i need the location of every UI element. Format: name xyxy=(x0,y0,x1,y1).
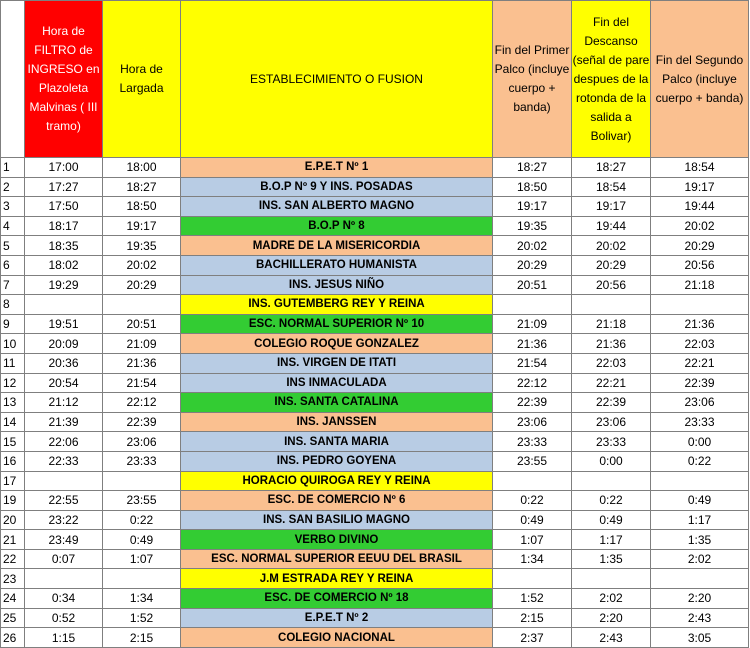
largada-time: 1:52 xyxy=(103,608,181,628)
header-primer-palco: Fin del Primer Palco (incluye cuerpo + banda) xyxy=(493,1,572,158)
primer-palco-time: 0:49 xyxy=(493,510,572,530)
establecimiento-name: COLEGIO ROQUE GONZALEZ xyxy=(181,334,493,354)
descanso-time: 2:20 xyxy=(572,608,651,628)
segundo-palco-time: 23:33 xyxy=(651,412,749,432)
row-number: 14 xyxy=(1,412,25,432)
header-largada: Hora de Largada xyxy=(103,1,181,158)
largada-time: 20:02 xyxy=(103,255,181,275)
ingreso-time: 17:50 xyxy=(25,197,103,217)
row-number: 20 xyxy=(1,510,25,530)
establecimiento-name: INS. SAN ALBERTO MAGNO xyxy=(181,197,493,217)
largada-time: 20:29 xyxy=(103,275,181,295)
table-row xyxy=(1,353,749,373)
table-row xyxy=(1,158,749,178)
ingreso-time: 22:55 xyxy=(25,491,103,511)
row-number: 22 xyxy=(1,549,25,569)
table-row xyxy=(1,510,749,530)
establecimiento-name: BACHILLERATO HUMANISTA xyxy=(181,255,493,275)
segundo-palco-time: 19:44 xyxy=(651,197,749,217)
row-number: 25 xyxy=(1,608,25,628)
establecimiento-name: B.O.P Nº 8 xyxy=(181,216,493,236)
segundo-palco-time: 22:21 xyxy=(651,353,749,373)
descanso-time: 21:18 xyxy=(572,314,651,334)
segundo-palco-time: 20:29 xyxy=(651,236,749,256)
descanso-time: 22:03 xyxy=(572,353,651,373)
table-row xyxy=(1,275,749,295)
segundo-palco-time: 2:43 xyxy=(651,608,749,628)
header-ingreso: Hora de FILTRO de INGRESO en Plazoleta Malvinas ( III tramo) xyxy=(25,1,103,158)
descanso-time: 0:22 xyxy=(572,491,651,511)
table-row xyxy=(1,530,749,550)
table-row xyxy=(1,236,749,256)
table-row xyxy=(1,589,749,609)
descanso-time xyxy=(572,569,651,589)
descanso-time: 0:49 xyxy=(572,510,651,530)
descanso-time: 19:44 xyxy=(572,216,651,236)
establecimiento-name: INS. VIRGEN DE ITATI xyxy=(181,353,493,373)
largada-time: 21:54 xyxy=(103,373,181,393)
row-number: 16 xyxy=(1,451,25,471)
primer-palco-time: 19:35 xyxy=(493,216,572,236)
largada-time: 1:07 xyxy=(103,549,181,569)
row-number: 26 xyxy=(1,628,25,648)
descanso-time: 23:33 xyxy=(572,432,651,452)
establecimiento-name: ESC. NORMAL SUPERIOR Nº 10 xyxy=(181,314,493,334)
row-number: 6 xyxy=(1,255,25,275)
segundo-palco-time: 23:06 xyxy=(651,393,749,413)
establecimiento-name: MADRE DE LA MISERICORDIA xyxy=(181,236,493,256)
establecimiento-name: VERBO DIVINO xyxy=(181,530,493,550)
descanso-time: 22:39 xyxy=(572,393,651,413)
establecimiento-name: E.P.E.T Nº 1 xyxy=(181,158,493,178)
table-row xyxy=(1,216,749,236)
ingreso-time: 1:15 xyxy=(25,628,103,648)
segundo-palco-time xyxy=(651,471,749,491)
descanso-time: 19:17 xyxy=(572,197,651,217)
establecimiento-name: INS. PEDRO GOYENA xyxy=(181,451,493,471)
row-number: 24 xyxy=(1,589,25,609)
row-number: 4 xyxy=(1,216,25,236)
row-number: 3 xyxy=(1,197,25,217)
table-row xyxy=(1,471,749,491)
row-number: 21 xyxy=(1,530,25,550)
row-number: 11 xyxy=(1,353,25,373)
establecimiento-name: J.M ESTRADA REY Y REINA xyxy=(181,569,493,589)
table-row xyxy=(1,569,749,589)
largada-time: 21:09 xyxy=(103,334,181,354)
largada-time: 21:36 xyxy=(103,353,181,373)
largada-time: 18:00 xyxy=(103,158,181,178)
largada-time: 1:34 xyxy=(103,589,181,609)
primer-palco-time: 1:34 xyxy=(493,549,572,569)
descanso-time: 20:29 xyxy=(572,255,651,275)
row-number: 17 xyxy=(1,471,25,491)
table-row xyxy=(1,432,749,452)
ingreso-time: 20:54 xyxy=(25,373,103,393)
largada-time: 23:06 xyxy=(103,432,181,452)
ingreso-time: 18:02 xyxy=(25,255,103,275)
primer-palco-time: 21:36 xyxy=(493,334,572,354)
header-descanso: Fin del Descanso (señal de pare despues de la rotonda de la salida a Bolivar) xyxy=(572,1,651,158)
largada-time: 19:17 xyxy=(103,216,181,236)
ingreso-time: 0:07 xyxy=(25,549,103,569)
descanso-time: 23:06 xyxy=(572,412,651,432)
table-row xyxy=(1,608,749,628)
largada-time: 19:35 xyxy=(103,236,181,256)
row-number: 8 xyxy=(1,295,25,315)
primer-palco-time: 22:12 xyxy=(493,373,572,393)
establecimiento-name: B.O.P Nº 9 Y INS. POSADAS xyxy=(181,177,493,197)
largada-time: 18:50 xyxy=(103,197,181,217)
table-row xyxy=(1,295,749,315)
largada-time xyxy=(103,295,181,315)
segundo-palco-time: 22:03 xyxy=(651,334,749,354)
segundo-palco-time: 20:56 xyxy=(651,255,749,275)
ingreso-time: 18:35 xyxy=(25,236,103,256)
ingreso-time: 23:49 xyxy=(25,530,103,550)
descanso-time: 20:02 xyxy=(572,236,651,256)
largada-time: 23:55 xyxy=(103,491,181,511)
row-number: 19 xyxy=(1,491,25,511)
segundo-palco-time: 18:54 xyxy=(651,158,749,178)
segundo-palco-time: 22:39 xyxy=(651,373,749,393)
table-row xyxy=(1,451,749,471)
primer-palco-time: 22:39 xyxy=(493,393,572,413)
row-number: 23 xyxy=(1,569,25,589)
segundo-palco-time: 1:17 xyxy=(651,510,749,530)
header-segundo-palco: Fin del Segundo Palco (incluye cuerpo + banda) xyxy=(651,1,749,158)
table-row xyxy=(1,255,749,275)
establecimiento-name: HORACIO QUIROGA REY Y REINA xyxy=(181,471,493,491)
header-establecimiento: ESTABLECIMIENTO O FUSION xyxy=(181,1,493,158)
table-row xyxy=(1,177,749,197)
segundo-palco-time: 2:02 xyxy=(651,549,749,569)
segundo-palco-time: 21:36 xyxy=(651,314,749,334)
segundo-palco-time: 3:05 xyxy=(651,628,749,648)
primer-palco-time: 21:54 xyxy=(493,353,572,373)
ingreso-time: 21:12 xyxy=(25,393,103,413)
largada-time: 0:22 xyxy=(103,510,181,530)
descanso-time: 18:27 xyxy=(572,158,651,178)
descanso-time: 22:21 xyxy=(572,373,651,393)
ingreso-time: 20:36 xyxy=(25,353,103,373)
segundo-palco-time xyxy=(651,569,749,589)
establecimiento-name: ESC. NORMAL SUPERIOR EEUU DEL BRASIL xyxy=(181,549,493,569)
largada-time: 20:51 xyxy=(103,314,181,334)
descanso-time: 1:17 xyxy=(572,530,651,550)
ingreso-time: 22:06 xyxy=(25,432,103,452)
ingreso-time: 20:09 xyxy=(25,334,103,354)
descanso-time: 20:56 xyxy=(572,275,651,295)
segundo-palco-time: 2:20 xyxy=(651,589,749,609)
table-row xyxy=(1,491,749,511)
primer-palco-time xyxy=(493,569,572,589)
largada-time: 22:12 xyxy=(103,393,181,413)
ingreso-time: 0:52 xyxy=(25,608,103,628)
row-number: 7 xyxy=(1,275,25,295)
table-row xyxy=(1,334,749,354)
header-number xyxy=(1,1,25,158)
segundo-palco-time: 0:22 xyxy=(651,451,749,471)
row-number: 2 xyxy=(1,177,25,197)
segundo-palco-time: 21:18 xyxy=(651,275,749,295)
largada-time: 22:39 xyxy=(103,412,181,432)
primer-palco-time: 21:09 xyxy=(493,314,572,334)
ingreso-time xyxy=(25,295,103,315)
largada-time: 0:49 xyxy=(103,530,181,550)
establecimiento-name: INS. SANTA CATALINA xyxy=(181,393,493,413)
ingreso-time xyxy=(25,569,103,589)
descanso-time: 0:00 xyxy=(572,451,651,471)
establecimiento-name: INS. JESUS NIÑO xyxy=(181,275,493,295)
establecimiento-name: ESC. DE COMERCIO Nº 6 xyxy=(181,491,493,511)
row-number: 13 xyxy=(1,393,25,413)
ingreso-time: 0:34 xyxy=(25,589,103,609)
establecimiento-name: ESC. DE COMERCIO Nº 18 xyxy=(181,589,493,609)
descanso-time: 1:35 xyxy=(572,549,651,569)
establecimiento-name: INS. SANTA MARIA xyxy=(181,432,493,452)
table-row xyxy=(1,393,749,413)
establecimiento-name: INS. GUTEMBERG REY Y REINA xyxy=(181,295,493,315)
ingreso-time: 17:27 xyxy=(25,177,103,197)
primer-palco-time: 23:06 xyxy=(493,412,572,432)
primer-palco-time xyxy=(493,471,572,491)
largada-time xyxy=(103,569,181,589)
segundo-palco-time: 19:17 xyxy=(651,177,749,197)
descanso-time: 21:36 xyxy=(572,334,651,354)
primer-palco-time: 20:51 xyxy=(493,275,572,295)
segundo-palco-time: 0:00 xyxy=(651,432,749,452)
primer-palco-time: 23:55 xyxy=(493,451,572,471)
row-number: 12 xyxy=(1,373,25,393)
primer-palco-time: 23:33 xyxy=(493,432,572,452)
segundo-palco-time: 0:49 xyxy=(651,491,749,511)
row-number: 9 xyxy=(1,314,25,334)
row-number: 1 xyxy=(1,158,25,178)
table-row xyxy=(1,197,749,217)
table-row xyxy=(1,628,749,648)
primer-palco-time: 2:37 xyxy=(493,628,572,648)
ingreso-time: 21:39 xyxy=(25,412,103,432)
row-number: 15 xyxy=(1,432,25,452)
segundo-palco-time: 1:35 xyxy=(651,530,749,550)
ingreso-time: 22:33 xyxy=(25,451,103,471)
row-number: 10 xyxy=(1,334,25,354)
table-row xyxy=(1,314,749,334)
primer-palco-time: 20:29 xyxy=(493,255,572,275)
primer-palco-time: 1:07 xyxy=(493,530,572,550)
primer-palco-time: 0:22 xyxy=(493,491,572,511)
largada-time xyxy=(103,471,181,491)
ingreso-time: 19:29 xyxy=(25,275,103,295)
largada-time: 23:33 xyxy=(103,451,181,471)
segundo-palco-time xyxy=(651,295,749,315)
primer-palco-time: 1:52 xyxy=(493,589,572,609)
establecimiento-name: INS. JANSSEN xyxy=(181,412,493,432)
table-row xyxy=(1,412,749,432)
establecimiento-name: INS INMACULADA xyxy=(181,373,493,393)
establecimiento-name: INS. SAN BASILIO MAGNO xyxy=(181,510,493,530)
descanso-time: 18:54 xyxy=(572,177,651,197)
ingreso-time: 23:22 xyxy=(25,510,103,530)
ingreso-time: 18:17 xyxy=(25,216,103,236)
segundo-palco-time: 20:02 xyxy=(651,216,749,236)
ingreso-time: 19:51 xyxy=(25,314,103,334)
primer-palco-time: 18:50 xyxy=(493,177,572,197)
primer-palco-time xyxy=(493,295,572,315)
descanso-time: 2:43 xyxy=(572,628,651,648)
table-row xyxy=(1,373,749,393)
largada-time: 2:15 xyxy=(103,628,181,648)
primer-palco-time: 2:15 xyxy=(493,608,572,628)
primer-palco-time: 18:27 xyxy=(493,158,572,178)
descanso-time: 2:02 xyxy=(572,589,651,609)
table-row xyxy=(1,549,749,569)
primer-palco-time: 20:02 xyxy=(493,236,572,256)
header-row xyxy=(1,1,749,158)
row-number: 5 xyxy=(1,236,25,256)
descanso-time xyxy=(572,295,651,315)
establecimiento-name: E.P.E.T Nº 2 xyxy=(181,608,493,628)
descanso-time xyxy=(572,471,651,491)
ingreso-time: 17:00 xyxy=(25,158,103,178)
primer-palco-time: 19:17 xyxy=(493,197,572,217)
largada-time: 18:27 xyxy=(103,177,181,197)
establecimiento-name: COLEGIO NACIONAL xyxy=(181,628,493,648)
ingreso-time xyxy=(25,471,103,491)
